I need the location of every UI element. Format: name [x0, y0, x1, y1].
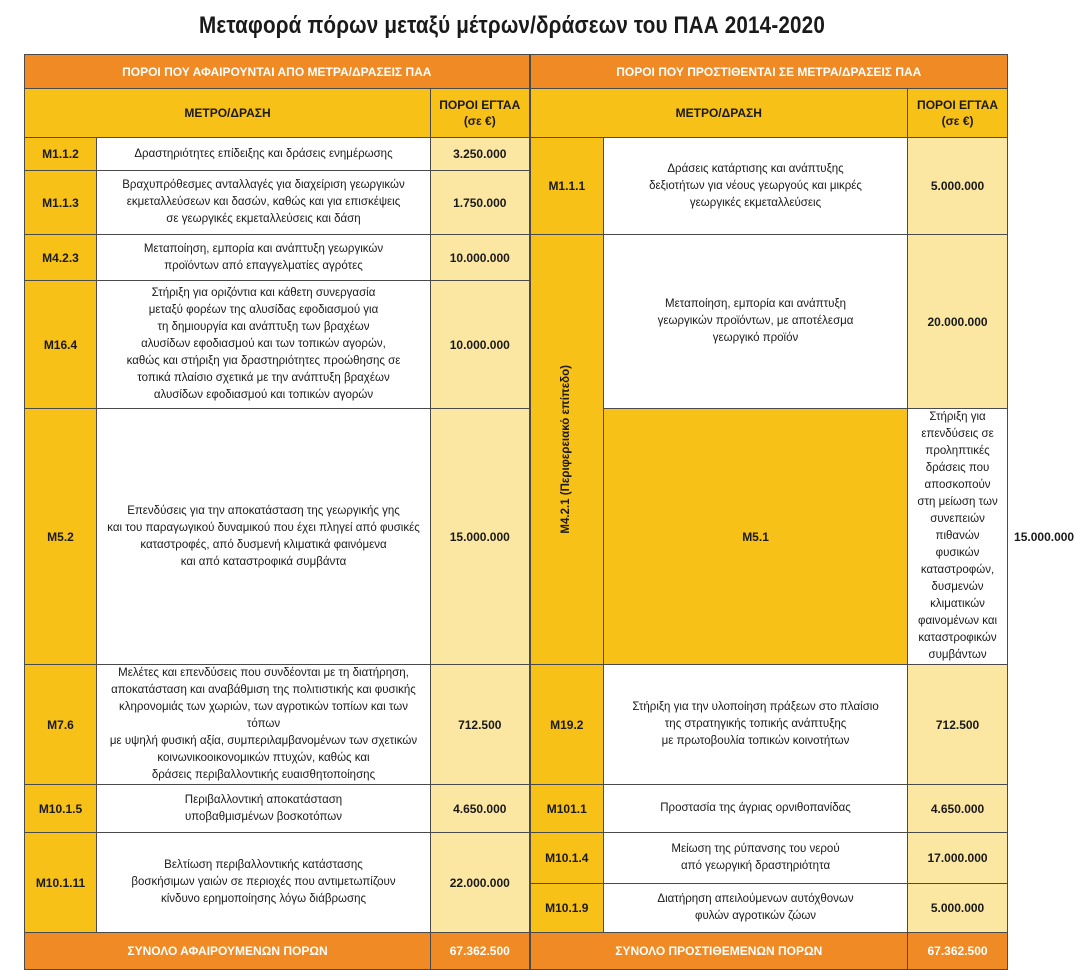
- resource-transfer-table: ΠΟΡΟΙ ΠΟΥ ΑΦΑΙΡΟΥΝΤΑΙ ΑΠΟ ΜΕΤΡΑ/ΔΡΑΣΕΙΣ ΠΑΑ ΠΟΡΟΙ ΠΟΥ ΠΡΟΣΤΙΘΕΝΤΑΙ ΣΕ ΜΕΤΡΑ/ΔΡΑΣΕΙΣ ΠΑΑ ΜΕΤΡΟ/ΔΡΑΣΗ ΠΟΡΟΙ ΕΓΤΑΑ (σε €) ΜΕΤΡΟ/ΔΡΑΣΗ ΠΟΡΟΙ ΕΓΤΑΑ (σε €) M1.1.2 Δραστηριότητες επίδειξης και δράσεις ενημέρωσης 3.250.000 M1.1.1 Δράσεις κατάρτισης και ανάπτυξης δεξιοτήτων για νέους γεωργούς και μικρές γεωργικές εκμεταλλεύσεις 5.000.000 M1.1.3 Βραχυπρόθεσμες ανταλλαγές για διαχείριση γεωργικών εκμεταλλεύσεων και δασών, καθώς και για επισκέψεις σε γεωργικές εκμεταλλεύσεις και δάση 1.750.000 M4.2.3 Μεταποίηση, εμπορία και ανάπτυξη γεωργικών προϊόντων από επαγγελματίες αγρότες 10.000.000 M4.2.1 (Περιφερειακό επίπεδο) Μεταποίηση, εμπορία και ανάπτυξη γεωργικών προϊόντων, με αποτέλεσμα γεωργικό προϊόν 20.000.000 M16.4 Στήριξη για οριζόντια και κάθετη συνεργασία μεταξύ φορέων της αλυσίδας εφοδιασμού για τη δημιουργία και ανάπτυξη των βραχέων αλυσίδων εφοδιασμού και των τοπικών αγορών, καθώς και στήριξη για δραστηριότητες προώθησης σε τοπικά πλαίσιο σχετικά με την ανάπτυξη βραχέων αλυσίδων εφοδιασμού και τοπικών αγορών 10.000.000 M5.2 Επενδύσεις για την αποκατάσταση της γεωργικής γης και του παραγωγικού δυναμικού που έχει πληγεί από φυσικές καταστροφές, από δυσμενή κλιματικά φαινόμενα και από καταστροφικά συμβάντα 15.000.000 M5.1 Στήριξη για επενδύσεις σε προληπτικές δράσεις που αποσκοπούν στη μείωση των συνεπειών πιθανών φυσικών καταστροφών, δυσμενών κλιματικών φαινομένων και καταστροφικών συμβάντων 15.000.000 M7.6 Μελέτες και επενδύσεις που συνδέονται με τη διατήρηση, αποκατάσταση και αναβάθμιση της πολιτιστικής και φυσικής κληρονομιάς των χωριών, των αγροτικών τοπίων και των τόπων με υψηλή φυσική αξία, συμπεριλαμβανομένων των σχετικών κοινωνικοοικονομικών πτυχών, καθώς και δράσεις περιβαλλοντικής ευαισθητοποίησης 712.500 M19.2 Στήριξη για την υλοποίηση πράξεων στο πλαίσιο της στρατηγικής τοπικής ανάπτυξης με πρωτοβουλία τοπικών κοινοτήτων 712.500 M10.1.5 Περιβαλλοντική αποκατάσταση υποβαθμισμένων βοσκοτόπων 4.650.000 M101.1 Προστασία της άγριας ορνιθοπανίδας 4.650.000 M10.1.11 Βελτίωση περιβαλλοντικής κατάστασης βοσκήσιμων γαιών σε περιοχές που αντιμετωπίζουν κίνδυνο ερημοποίησης λόγω διάβρωσης 22.000.000 M10.1.4 Μείωση της ρύπανσης του νερού από γεωργική δραστηριότητα 17.000.000 M10.1.9 Διατήρηση απειλούμενων αυτόχθονων φυλών αγροτικών ζώων 5.000.000 ΣΥΝΟΛΟ ΑΦΑΙΡΟΥΜΕΝΩΝ ΠΟΡΩΝ 67.362.500 ΣΥΝΟΛΟ ΠΡΟΣΤΙΘΕΜΕΝΩΝ ΠΟΡΩΝ 67.362.500: [24, 54, 1008, 970]
- left-row-code: M16.4: [25, 281, 97, 409]
- description-line: Μεταποίηση, εμπορία και ανάπτυξη: [665, 298, 847, 310]
- right-measure-column-header: ΜΕΤΡΟ/ΔΡΑΣΗ: [530, 89, 908, 138]
- description-line: φυλών αγροτικών ζώων: [695, 910, 817, 922]
- right-row-description: [604, 665, 908, 785]
- description-line: Διατήρηση απειλούμενων αυτόχθονων: [657, 893, 854, 905]
- right-row-code: M10.1.4: [530, 833, 604, 884]
- right-row-amount: 4.650.000: [908, 785, 1008, 833]
- left-row-code: M10.1.11: [25, 833, 97, 933]
- description-line: της στρατηγικής τοπικής ανάπτυξης: [664, 718, 847, 730]
- right-row-amount: 5.000.000: [908, 138, 1008, 235]
- left-row-amount: 3.250.000: [431, 138, 530, 171]
- right-total-amount: 67.362.500: [908, 933, 1008, 970]
- left-row-code: M4.2.3: [25, 235, 97, 281]
- description-line: πιθανών φυσικών καταστροφών, δυσμενών κλιματικών: [920, 530, 995, 610]
- description-line: τοπικά πλαίσιο σχετικά με την ανάπτυξη βραχέων: [137, 372, 390, 384]
- description-line: κοινωνικοοικονομικών πτυχών, καθώς και: [157, 752, 370, 764]
- left-row-code: M7.6: [25, 665, 97, 785]
- left-row-description: [97, 138, 431, 171]
- description-line: βοσκήσιμων γαιών σε περιοχές που αντιμετωπίζουν: [131, 876, 396, 888]
- description-line: δράσεις που αποσκοπούν στη μείωση των συνεπειών: [917, 462, 998, 525]
- left-row-code: M1.1.2: [25, 138, 97, 171]
- page-title: Μεταφορά πόρων μεταξύ μέτρων/δράσεων του ΠΑΑ 2014-2020: [199, 12, 825, 39]
- right-section-header: ΠΟΡΟΙ ΠΟΥ ΠΡΟΣΤΙΘΕΝΤΑΙ ΣΕ ΜΕΤΡΑ/ΔΡΑΣΕΙΣ ΠΑΑ: [530, 55, 1008, 89]
- left-row-amount: 1.750.000: [431, 171, 530, 235]
- description-line: μεταξύ φορέων της αλυσίδας εφοδιασμού για: [148, 304, 379, 316]
- description-line: δράσεις περιβαλλοντικής ευαισθητοποίησης: [151, 769, 376, 781]
- description-line: σε γεωργικές εκμεταλλεύσεις και δάση: [166, 213, 361, 225]
- right-row-description: [604, 833, 908, 884]
- description-line: γεωργικό προϊόν: [712, 332, 799, 344]
- description-line: και από καταστροφικά συμβάντα: [180, 555, 347, 568]
- left-total-label: ΣΥΝΟΛΟ ΑΦΑΙΡΟΥΜΕΝΩΝ ΠΟΡΩΝ: [25, 933, 431, 970]
- description-line: καθώς και στήριξη για δραστηριότητες προώθησης σε: [126, 355, 401, 367]
- left-row-amount: 22.000.000: [431, 833, 530, 933]
- right-row-amount: 712.500: [908, 665, 1008, 785]
- description-line: αλυσίδων εφοδιασμού και των τοπικών αγορών,: [141, 338, 386, 350]
- left-row-amount: 10.000.000: [431, 235, 530, 281]
- left-row-amount: 712.500: [431, 665, 530, 785]
- description-line: με πρωτοβουλία τοπικών κοινοτήτων: [661, 735, 850, 747]
- description-line: φαινομένων και καταστροφικών συμβάντων: [918, 615, 998, 661]
- description-line: Στήριξη για την υλοποίηση πράξεων στο πλαίσιο: [632, 701, 879, 713]
- description-line: Μείωση της ρύπανσης του νερού: [671, 843, 840, 855]
- description-line: προϊόντων από επαγγελματίες αγρότες: [164, 259, 363, 272]
- description-line: Μελέτες και επενδύσεις που συνδέονται με τη διατήρηση,: [118, 667, 409, 679]
- left-row-description: [97, 833, 431, 933]
- right-row-description: [908, 409, 1008, 665]
- right-row-code: M5.1: [604, 409, 908, 665]
- left-row-code: M5.2: [25, 409, 97, 665]
- right-row-description: [604, 884, 908, 933]
- description-line: καταστροφές, από δυσμενή κλιματικά φαινόμενα: [140, 538, 387, 551]
- right-row-description: [604, 235, 908, 409]
- left-section-header: ΠΟΡΟΙ ΠΟΥ ΑΦΑΙΡΟΥΝΤΑΙ ΑΠΟ ΜΕΤΡΑ/ΔΡΑΣΕΙΣ ΠΑΑ: [25, 55, 530, 89]
- description-line: Προστασία της άγριας ορνιθοπανίδας: [660, 802, 851, 814]
- description-line: από γεωργική δραστηριότητα: [680, 860, 831, 872]
- right-row-code: M1.1.1: [530, 138, 604, 235]
- description-line: και του παραγωγικού δυναμικού που έχει πληγεί από φυσικές: [107, 521, 420, 534]
- right-row-amount: 17.000.000: [908, 833, 1008, 884]
- description-line: Στήριξη για επενδύσεις σε προληπτικές: [921, 411, 994, 457]
- left-row-code: M1.1.3: [25, 171, 97, 235]
- vertical-code-label: M4.2.1 (Περιφερειακό επίπεδο): [560, 365, 573, 534]
- description-line: Επενδύσεις για την αποκατάσταση της γεωργικής γης: [127, 504, 400, 517]
- right-resources-column-header: ΠΟΡΟΙ ΕΓΤΑΑ (σε €): [908, 89, 1008, 138]
- left-row-code: M10.1.5: [25, 785, 97, 833]
- left-row-amount: 4.650.000: [431, 785, 530, 833]
- description-line: τη δημιουργία και ανάπτυξη των βραχέων: [157, 321, 370, 333]
- description-line: εκμεταλλεύσεων και δασών, καθώς και για επισκέψεις: [126, 196, 401, 208]
- description-line: Δραστηριότητες επίδειξης και δράσεις ενημέρωσης: [134, 147, 393, 160]
- description-line: υποβαθμισμένων βοσκοτόπων: [184, 810, 343, 823]
- description-line: δεξιοτήτων για νέους γεωργούς και μικρές: [649, 179, 862, 192]
- left-row-description: [97, 409, 431, 665]
- left-resources-column-header: ΠΟΡΟΙ ΕΓΤΑΑ (σε €): [431, 89, 530, 138]
- description-line: Μεταποίηση, εμπορία και ανάπτυξη γεωργικών: [143, 242, 384, 255]
- right-row-code: M19.2: [530, 665, 604, 785]
- left-row-description: [97, 171, 431, 235]
- left-row-description: [97, 785, 431, 833]
- right-row-code: M10.1.9: [530, 884, 604, 933]
- right-row-code: M101.1: [530, 785, 604, 833]
- right-row-amount: 5.000.000: [908, 884, 1008, 933]
- left-measure-column-header: ΜΕΤΡΟ/ΔΡΑΣΗ: [25, 89, 431, 138]
- description-line: Δράσεις κατάρτισης και ανάπτυξης: [667, 162, 844, 175]
- description-line: με υψηλή φυσική αξία, συμπεριλαμβανομένων των σχετικών: [109, 735, 418, 747]
- right-total-label: ΣΥΝΟΛΟ ΠΡΟΣΤΙΘΕΜΕΝΩΝ ΠΟΡΩΝ: [530, 933, 908, 970]
- right-row-description: [604, 138, 908, 235]
- description-line: Στήριξη για οριζόντια και κάθετη συνεργασία: [151, 287, 376, 299]
- description-line: κίνδυνο ερημοποίησης λόγω διάβρωσης: [160, 893, 367, 905]
- description-line: γεωργικών προϊόντων, με αποτέλεσμα: [657, 315, 854, 327]
- right-row-amount: 20.000.000: [908, 235, 1008, 409]
- description-line: Βραχυπρόθεσμες ανταλλαγές για διαχείριση γεωργικών: [122, 179, 405, 191]
- left-row-amount: 15.000.000: [431, 409, 530, 665]
- description-line: αποκατάσταση και αναβάθμιση της πολιτιστικής και φυσικής: [111, 684, 416, 696]
- description-line: Περιβαλλοντική αποκατάσταση: [184, 793, 343, 806]
- right-vertical-code: [530, 235, 604, 665]
- left-row-description: [97, 281, 431, 409]
- description-line: αλυσίδων εφοδιασμού και τοπικών αγορών: [153, 389, 374, 401]
- description-line: γεωργικές εκμεταλλεύσεις: [689, 196, 822, 209]
- left-row-amount: 10.000.000: [431, 281, 530, 409]
- left-row-description: [97, 665, 431, 785]
- left-row-description: [97, 235, 431, 281]
- left-total-amount: 67.362.500: [431, 933, 530, 970]
- description-line: κληρονομιάς των χωριών, των αγροτικών τοπίων και των τόπων: [118, 701, 409, 730]
- right-row-description: [604, 785, 908, 833]
- description-line: Βελτίωση περιβαλλοντικής κατάστασης: [164, 859, 363, 871]
